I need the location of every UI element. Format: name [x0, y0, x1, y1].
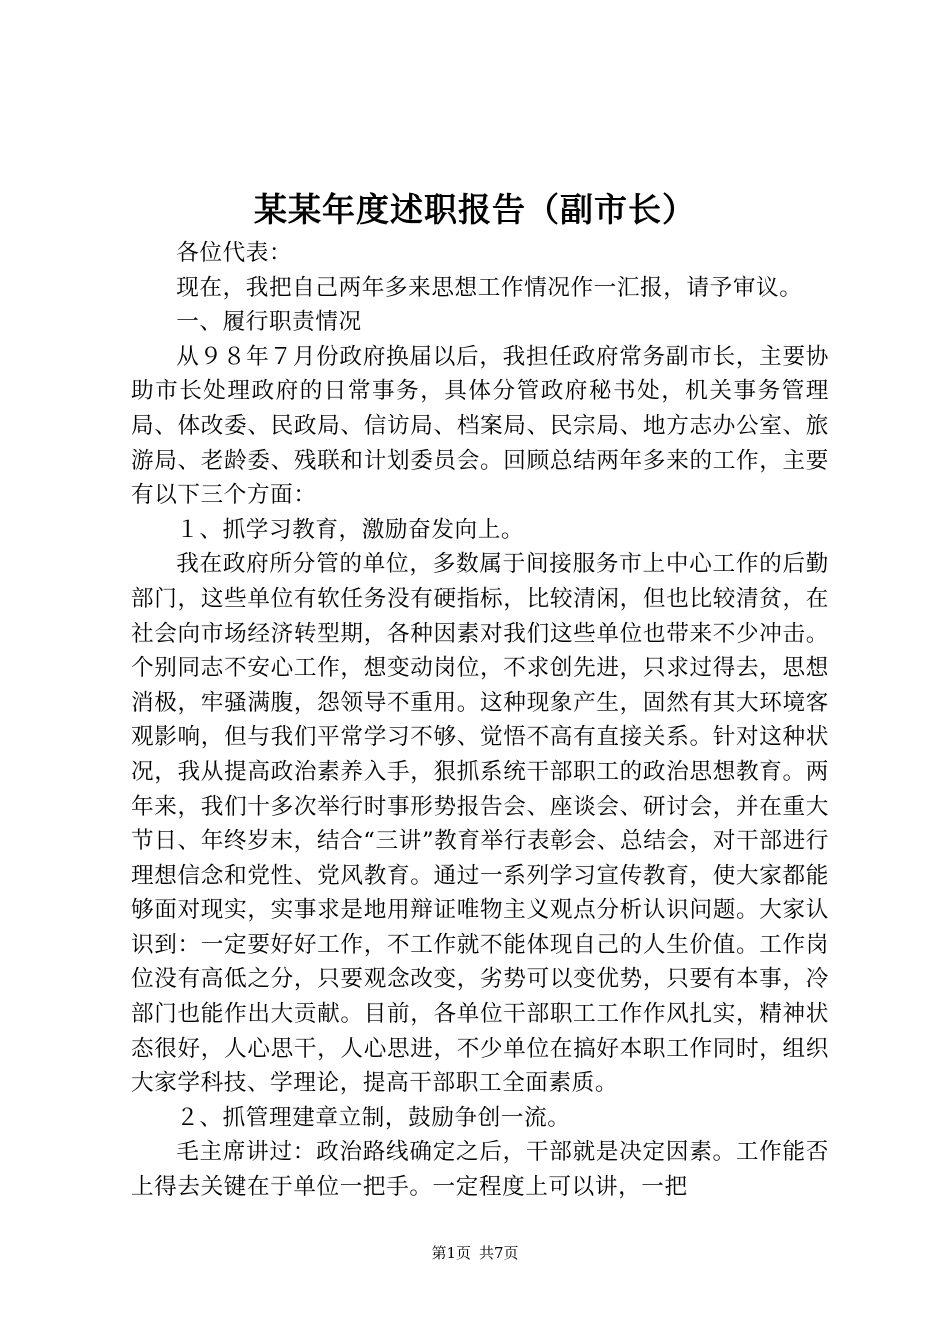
section-heading: 一、履行职责情况	[176, 309, 362, 336]
body-paragraph: 毛主席讲过：政治路线确定之后，干部就是决定因素。工作能否上得去关键在于单位一把手。一定程度上可以讲，一把	[131, 1139, 829, 1201]
intro-paragraph: 现在，我把自己两年多来思想工作情况作一汇报，请予审议。	[176, 274, 803, 301]
page-number: 第1页	[431, 1244, 471, 1262]
document-body	[131, 236, 829, 1205]
document-title: 某某年度述职报告（副市长）	[254, 190, 696, 229]
body-paragraph: 从９８年７月份政府换届以后，我担任政府常务副市长，主要协助市长处理政府的日常事务，具体分管政府秘书处，机关事务管理局、体改委、民政局、信访局、档案局、民宗局、地方志办公室、旅游局、老龄委、残联和计划委员会。回顾总结两年多来的工作，主要有以下三个方面：	[131, 343, 829, 509]
body-paragraph: 我在政府所分管的单位，多数属于间接服务市上中心工作的后勤部门，这些单位有软任务没有硬指标，比较清闲，但也比较清贫，在社会向市场经济转型期，各种因素对我们这些单位也带来不少冲击。个别同志不安心工作，想变动岗位，不求创先进，只求过得去，思想消极，牢骚满腹，怨领导不重用。这种现象产生，固然有其大环境客观影响，但与我们平常学习不够、觉悟不高有直接关系。针对这种状况，我从提高政治素养入手，狠抓系统干部职工的政治思想教育。两年来，我们十多次举行时事形势报告会、座谈会、研讨会，并在重大节日、年终岁末，结合“三讲”教育举行表彰会、总结会，对干部进行理想信念和党性、党风教育。通过一系列学习宣传教育，使大家都能够面对现实，实事求是地用辩证唯物主义观点分析认识问题。大家认识到：一定要好好工作，不工作就不能体现自己的人生价值。工作岗位没有高低之分，只要观念改变，劣势可以变优势，只要有本事，冷部门也能作出大贡献。目前，各单位干部职工工作作风扎实，精神状态很好，人心思干，人心思进，不少单位在搞好本职工作同时，组织大家学科技、学理论，提高干部职工全面素质。	[131, 551, 829, 1097]
page-total: 共7页	[479, 1244, 519, 1262]
subsection-heading: １、抓学习教育，激励奋发向上。	[176, 516, 525, 543]
page-footer	[0, 1242, 950, 1264]
salutation-paragraph: 各位代表：	[176, 240, 293, 266]
subsection-heading: ２、抓管理建章立制，鼓励争创一流。	[176, 1104, 571, 1131]
